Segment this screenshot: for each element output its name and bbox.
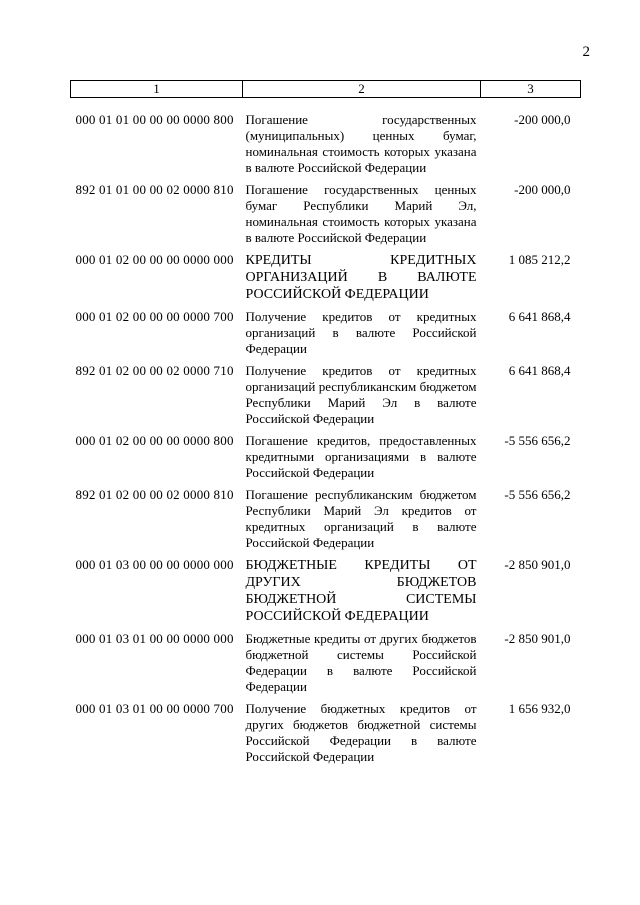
column-header-code: 1 (71, 81, 243, 98)
row-code: 892 01 01 00 00 02 0000 810 (75, 182, 234, 197)
row-amount: 1 085 212,2 (508, 252, 571, 267)
header-spacer (71, 98, 581, 113)
table-row (71, 631, 581, 701)
row-amount: -5 556 656,2 (504, 433, 571, 448)
row-amount: -2 850 901,0 (504, 631, 571, 646)
page-number: 2 (582, 44, 590, 60)
row-code: 000 01 01 00 00 00 0000 800 (75, 112, 234, 127)
table-row (71, 112, 581, 182)
row-code: 000 01 02 00 00 00 0000 700 (75, 309, 234, 324)
table-row (71, 309, 581, 363)
table-row (71, 433, 581, 487)
row-code: 000 01 03 01 00 00 0000 000 (75, 631, 234, 646)
row-code: 892 01 02 00 00 02 0000 810 (75, 487, 234, 502)
row-name: Получение кредитов от кредитных организаций республиканским бюджетом Республики Марий Эл в валюте Российской Федерации (245, 363, 477, 426)
table-row (71, 252, 581, 309)
table-row (71, 182, 581, 252)
row-code: 000 01 02 00 00 00 0000 800 (75, 433, 234, 448)
row-amount: -200 000,0 (514, 112, 571, 127)
row-amount: -200 000,0 (514, 182, 571, 197)
row-amount: 6 641 868,4 (508, 309, 571, 324)
table-header-row (71, 81, 581, 98)
row-code: 892 01 02 00 00 02 0000 710 (75, 363, 234, 378)
budget-sources-table (70, 80, 581, 771)
row-name: КРЕДИТЫ КРЕДИТНЫХ ОРГАНИЗАЦИЙ В ВАЛЮТЕ РОССИЙСКОЙ ФЕДЕРАЦИИ (245, 253, 477, 302)
table-row (71, 701, 581, 771)
row-amount: 1 656 932,0 (508, 701, 571, 716)
row-amount: -2 850 901,0 (504, 557, 571, 572)
row-name: Погашение республиканским бюджетом Республики Марий Эл кредитов от кредитных организаций в валюте Российской Федерации (245, 487, 477, 550)
column-header-name: 2 (243, 81, 481, 98)
column-header-amount: 3 (481, 81, 581, 98)
row-name: Погашение кредитов, предоставленных кредитными организациями в валюте Российской Федерации (245, 433, 477, 480)
row-code: 000 01 02 00 00 00 0000 000 (75, 252, 234, 267)
table-row (71, 557, 581, 631)
row-name: Погашение государственных ценных бумаг Республики Марий Эл, номинальная стоимость которых указана в валюте Российской Федерации (245, 182, 477, 245)
row-code: 000 01 03 01 00 00 0000 700 (75, 701, 234, 716)
row-code: 000 01 03 00 00 00 0000 000 (75, 557, 234, 572)
row-name: Получение кредитов от кредитных организаций в валюте Российской Федерации (245, 309, 477, 356)
row-name: БЮДЖЕТНЫЕ КРЕДИТЫ ОТ ДРУГИХ БЮДЖЕТОВ БЮДЖЕТНОЙ СИСТЕМЫ РОССИЙСКОЙ ФЕДЕРАЦИИ (245, 558, 477, 624)
row-name: Бюджетные кредиты от других бюджетов бюджетной системы Российской Федерации в валюте Российской Федерации (245, 631, 477, 694)
table-row (71, 363, 581, 433)
row-name: Погашение государственных (муниципальных) ценных бумаг, номинальная стоимость которых указана в валюте Российской Федерации (245, 112, 477, 175)
row-name: Получение бюджетных кредитов от других бюджетов бюджетной системы Российской Федерации в валюте Российской Федерации (245, 701, 477, 764)
table-row (71, 487, 581, 557)
row-amount: 6 641 868,4 (508, 363, 571, 378)
row-amount: -5 556 656,2 (504, 487, 571, 502)
